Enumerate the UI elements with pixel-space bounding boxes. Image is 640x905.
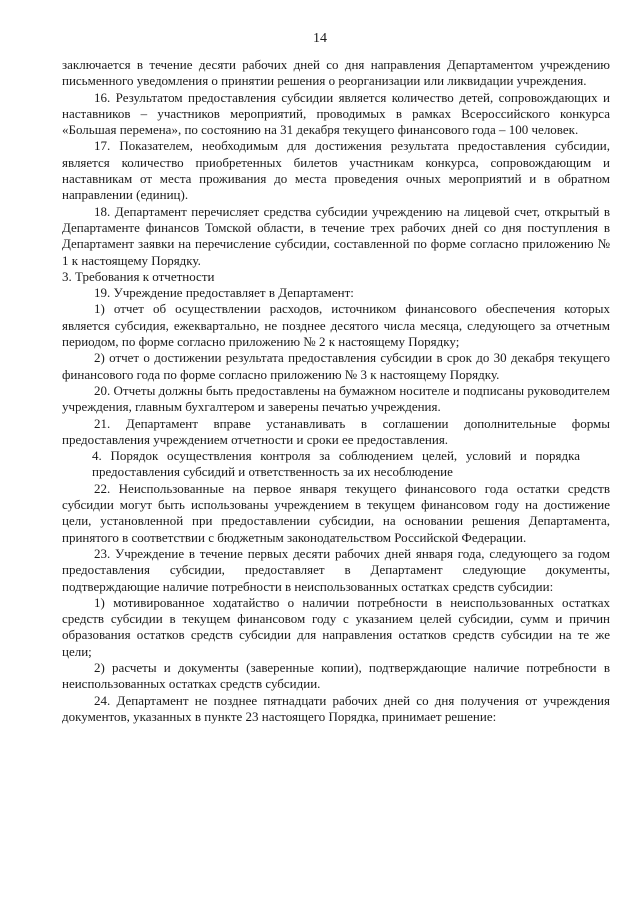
paragraph-19: 19. Учреждение предоставляет в Департамент: xyxy=(94,285,354,301)
paragraph-21: 21. Департамент вправе устанавливать в соглашении дополнительные формы предоставления учреждением отчетности и сроки ее предоставления. xyxy=(62,415,610,447)
paragraph-24: 24. Департамент не позднее пятнадцати рабочих дней со дня получения от учреждения документов, указанных в пункте 23 настоящего Порядка, принимает решение: xyxy=(62,692,610,724)
paragraph-continuation: заключается в течение десяти рабочих дней со дня направления Департаментом учреждению письменного уведомления о принятии решения о реорганизации или ликвидации учреждения. xyxy=(62,57,610,89)
paragraph-23: 23. Учреждение в течение первых десяти рабочих дней января года, следующего за годом предоставления субсидии, предоставляет в Департамент следующие документы, подтверждающие наличие потребности в неиспользованных остатках средств субсидии: xyxy=(62,545,610,594)
paragraph-19-item-1: 1) отчет об осуществлении расходов, источником финансового обеспечения которых является субсидия, ежеквартально, не позднее десятого числа месяца, следующего за отчетным периодом, по форме согласно приложению № 2 к настоящему Порядку; xyxy=(62,301,610,350)
paragraph-18: 18. Департамент перечисляет средства субсидии учреждению на лицевой счет, открытый в Департаменте финансов Томской области, в течение трех рабочих дней со дня поступления в Департамент заявки на перечисление субсидии, составленной по форме согласно приложению № 1 к настоящему Порядку. xyxy=(62,203,610,268)
document-body xyxy=(62,57,610,725)
paragraph-22: 22. Неиспользованные на первое января текущего финансового года остатки средств субсидии могут быть использованы учреждением в текущем финансовом году на достижение цели, установленной при предоставлении субсидии, на основании решения Департамента, принятого в соответствии с бюджетным законодательством Российской Федерации. xyxy=(62,480,610,545)
paragraph-16: 16. Результатом предоставления субсидии является количество детей, сопровождающих и наставников – участников мероприятий, проводимых в рамках Всероссийского конкурса «Большая перемена», по состоянию на 31 декабря текущего финансового года – 100 человек. xyxy=(62,89,610,138)
section-4-heading: 4. Порядок осуществления контроля за соблюдением целей, условий и порядка предоставления субсидий и ответственность за их несоблюдение xyxy=(92,448,580,480)
paragraph-23-item-1: 1) мотивированное ходатайство о наличии потребности в неиспользованных остатках средств субсидии в текущем финансовом году с указанием целей субсидии, сумм и причин образования остатков средств субсидии для направления остатков средств субсидии на те же цели; xyxy=(62,594,610,659)
paragraph-17: 17. Показателем, необходимым для достижения результата предоставления субсидии, является количество приобретенных билетов участникам конкурса, сопровождающим и наставникам от места проживания до места проведения очных мероприятий и в обратном направлении (единиц). xyxy=(62,138,610,203)
paragraph-19-item-2: 2) отчет о достижении результата предоставления субсидии в срок до 30 декабря текущего финансового года по форме согласно приложению № 3 к настоящему Порядку. xyxy=(62,350,610,382)
section-3-heading: 3. Требования к отчетности xyxy=(62,268,215,284)
page-number: 14 xyxy=(313,31,327,46)
paragraph-20: 20. Отчеты должны быть предоставлены на бумажном носителе и подписаны руководителем учреждения, главным бухгалтером и заверены печатью учреждения. xyxy=(62,382,610,415)
paragraph-23-item-2: 2) расчеты и документы (заверенные копии), подтверждающие наличие потребности в неиспользованных остатках средств субсидии. xyxy=(62,659,610,692)
